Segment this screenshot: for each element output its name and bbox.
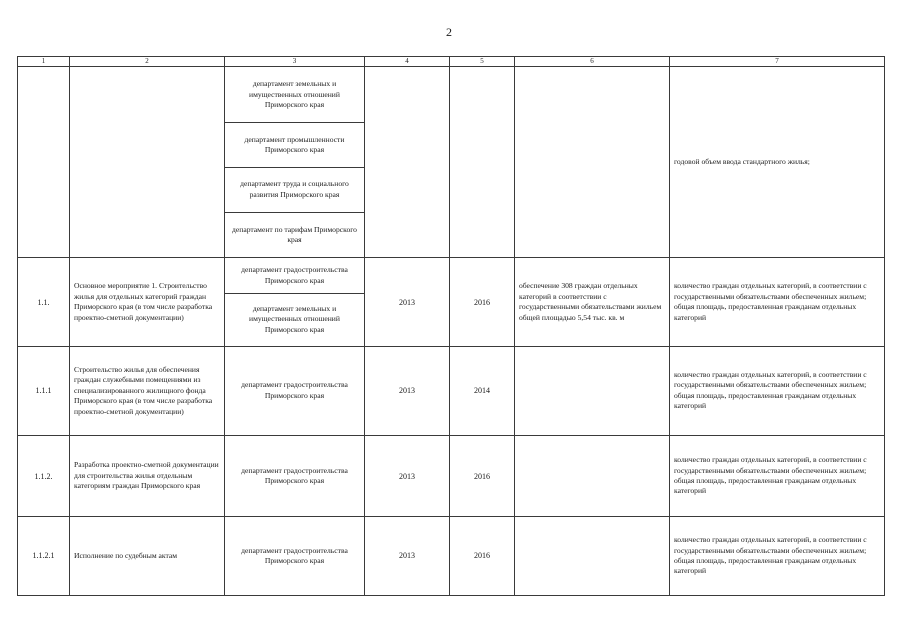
- cont-effect-cell: [515, 67, 670, 258]
- table-row: [18, 436, 885, 517]
- header-col-5: 5: [450, 57, 515, 67]
- table-row: [18, 517, 885, 596]
- row-dept: департамент градостроительства Приморского края: [225, 258, 365, 293]
- row-end-year: 2016: [450, 436, 515, 517]
- row-result: количество граждан отдельных категорий, в соответствии с государственными обязательствами обеспеченных жильем; общая площадь, предоставленная гражданам отдельных категорий: [670, 258, 885, 346]
- row-result: количество граждан отдельных категорий, в соответствии с государственными обязательствами обеспеченных жильем; общая площадь, предоставленная гражданам отдельных категорий: [670, 517, 885, 596]
- row-name: Исполнение по судебным актам: [70, 517, 225, 596]
- row-code: 1.1.1: [18, 346, 70, 435]
- row-result: количество граждан отдельных категорий, в соответствии с государственными обязательствами обеспеченных жильем; общая площадь, предоставленная гражданам отдельных категорий: [670, 436, 885, 517]
- row-name: Строительство жилья для обеспечения граждан служебными помещениями из специализированного жилищного фонда Приморского края (в том числе разработка проектно-сметной документации): [70, 346, 225, 435]
- row-effect: [515, 436, 670, 517]
- row-effect: [515, 517, 670, 596]
- cont-end-cell: [450, 67, 515, 258]
- table-row: [18, 258, 885, 293]
- row-effect: [515, 346, 670, 435]
- row-start-year: 2013: [365, 517, 450, 596]
- row-dept: департамент градостроительства Приморского края: [225, 346, 365, 435]
- header-col-6: 6: [515, 57, 670, 67]
- row-end-year: 2016: [450, 258, 515, 346]
- row-name: Разработка проектно-сметной документации для строительства жилья отдельным категориям граждан Приморского края: [70, 436, 225, 517]
- cont-dept-cell: департамент труда и социального развития Приморского края: [225, 168, 365, 213]
- header-row: [18, 57, 885, 67]
- row-end-year: 2014: [450, 346, 515, 435]
- row-code: 1.1.2.: [18, 436, 70, 517]
- header-col-2: 2: [70, 57, 225, 67]
- row-start-year: 2013: [365, 346, 450, 435]
- header-col-7: 7: [670, 57, 885, 67]
- row-start-year: 2013: [365, 258, 450, 346]
- row-dept: департамент градостроительства Приморского края: [225, 517, 365, 596]
- page-number: 2: [446, 25, 452, 39]
- cont-dept-cell: департамент промышленности Приморского края: [225, 123, 365, 168]
- row-result: количество граждан отдельных категорий, в соответствии с государственными обязательствами обеспеченных жильем; общая площадь, предоставленная гражданам отдельных категорий: [670, 346, 885, 435]
- header-col-1: 1: [18, 57, 70, 67]
- row-dept: департамент градостроительства Приморского края: [225, 436, 365, 517]
- row-effect: обеспечение 308 граждан отдельных категорий в соответствии с государственными обязательствами жильем общей площадью 5,54 тыс. кв. м: [515, 258, 670, 346]
- table-row: [18, 67, 885, 123]
- cont-dept-cell: департамент по тарифам Приморского края: [225, 212, 365, 258]
- row-end-year: 2016: [450, 517, 515, 596]
- row-code: 1.1.2.1: [18, 517, 70, 596]
- cont-name-cell: [70, 67, 225, 258]
- row-start-year: 2013: [365, 436, 450, 517]
- cont-result-cell: годовой объем ввода стандартного жилья;: [670, 67, 885, 258]
- cont-code-cell: [18, 67, 70, 258]
- cont-start-cell: [365, 67, 450, 258]
- program-activities-table: [17, 56, 885, 596]
- header-col-3: 3: [225, 57, 365, 67]
- cont-dept-cell: департамент земельных и имущественных отношений Приморского края: [225, 67, 365, 123]
- row-name: Основное мероприятие 1. Строительство жилья для отдельных категорий граждан Приморского края (в том числе разработка проектно-сметной документации): [70, 258, 225, 346]
- header-col-4: 4: [365, 57, 450, 67]
- row-dept: департамент земельных и имущественных отношений Приморского края: [225, 293, 365, 346]
- row-code: 1.1.: [18, 258, 70, 346]
- table-row: [18, 346, 885, 435]
